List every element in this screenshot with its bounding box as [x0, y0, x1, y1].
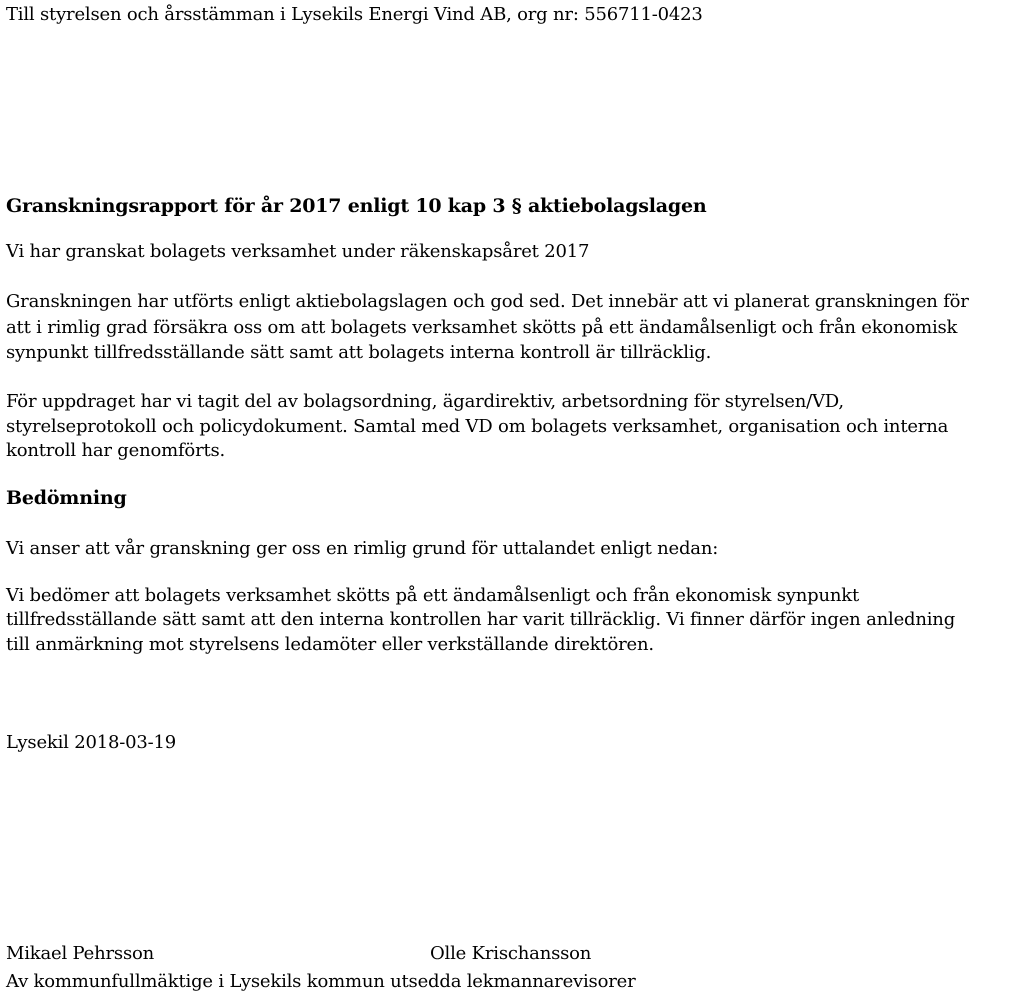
place-date: Lysekil 2018-03-19	[6, 732, 177, 753]
appointed-by-line: Av kommunfullmäktige i Lysekils kommun utsedda lekmannarevisorer	[6, 971, 636, 992]
documents-paragraph-line: kontroll har genomförts.	[6, 440, 226, 461]
assessment-heading: Bedömning	[6, 487, 127, 509]
conclusion-paragraph-line: till anmärkning mot styrelsens ledamöter eller verkställande direktören.	[6, 634, 654, 655]
documents-paragraph-line: styrelseprotokoll och policydokument. Samtal med VD om bolagets verksamhet, organisation och interna	[6, 416, 949, 437]
scope-paragraph-line: Granskningen har utförts enligt aktiebolagslagen och god sed. Det innebär att vi planerat granskningen för	[6, 291, 969, 312]
scope-paragraph-line: synpunkt tillfredsställande sätt samt att bolagets interna kontroll är tillräcklig.	[6, 342, 712, 363]
signatory-name: Olle Krischansson	[430, 943, 592, 964]
documents-paragraph-line: För uppdraget har vi tagit del av bolagsordning, ägardirektiv, arbetsordning för styrelsen/VD,	[6, 391, 844, 412]
signatory-name: Mikael Pehrsson	[6, 943, 155, 964]
scope-paragraph-line: att i rimlig grad försäkra oss om att bolagets verksamhet skötts på ett ändamålsenligt och från ekonomisk	[6, 317, 958, 338]
assessment-basis: Vi anser att vår granskning ger oss en rimlig grund för uttalandet enligt nedan:	[6, 538, 719, 559]
report-title: Granskningsrapport för år 2017 enligt 10 kap 3 § aktiebolagslagen	[6, 195, 707, 217]
conclusion-paragraph-line: tillfredsställande sätt samt att den interna kontrollen har varit tillräcklig. Vi finner därför ingen anledning	[6, 609, 956, 630]
report-intro: Vi har granskat bolagets verksamhet under räkenskapsåret 2017	[6, 241, 590, 262]
addressee-line: Till styrelsen och årsstämman i Lysekils Energi Vind AB, org nr: 556711-0423	[6, 4, 703, 25]
conclusion-paragraph-line: Vi bedömer att bolagets verksamhet skötts på ett ändamålsenligt och från ekonomisk synpunkt	[6, 585, 859, 606]
